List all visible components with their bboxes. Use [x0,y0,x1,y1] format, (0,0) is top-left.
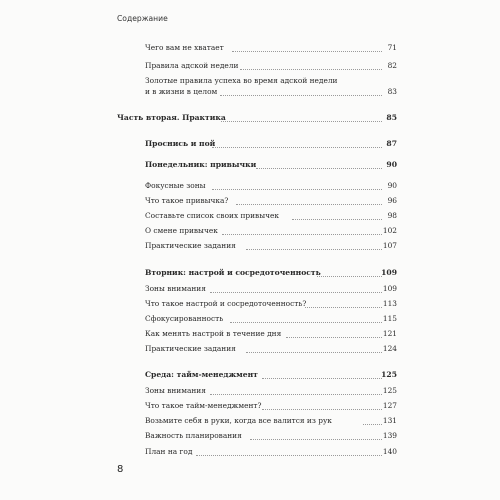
dot-leader [236,204,382,205]
toc-entry-page: 127 [382,401,397,410]
toc-entry-title: Практические задания [145,344,236,353]
toc-entry-title: Зоны внимания [145,284,206,293]
dot-leader [232,51,382,52]
toc-entry-page: 96 [387,196,397,205]
toc-entry-title: Часть вторая. Практика [117,113,226,122]
toc-entry-page: 98 [387,211,397,220]
dot-leader [246,352,382,353]
toc-entry-page: 90 [386,160,397,169]
dot-leader [250,439,382,440]
dot-leader [317,276,382,277]
dot-leader [292,219,382,220]
toc-entry-title: О смене привычек [145,226,218,235]
dot-leader [212,189,382,190]
dot-leader [262,409,382,410]
toc-entry-title: Составьте список своих привычек [145,211,279,220]
toc-entry-title: Что такое тайм-менеджмент? [145,401,262,410]
toc-entry-page: 115 [382,314,397,323]
dot-leader [221,121,382,122]
toc-entry-title: Чего вам не хватает [145,43,224,52]
toc-entry-page: 102 [382,226,397,235]
dot-leader [286,337,382,338]
toc-entry-page: 125 [381,370,397,379]
toc-entry-page: 83 [387,87,397,96]
toc-entry-page: 121 [382,329,397,338]
dot-leader [222,234,382,235]
toc-entry-title: Проснись и пой [145,139,216,148]
toc-entry-title: Что такое привычка? [145,196,229,205]
toc-entry-title: Зоны внимания [145,386,206,395]
toc-entry-page: 85 [386,113,397,122]
dot-leader [363,424,382,425]
toc-entry-page: 113 [382,299,397,308]
toc-entry-title: Фокусные зоны [145,181,206,190]
toc-entry-title: План на год [145,447,193,456]
page-number: 8 [117,464,124,475]
toc-entry-title-continued: и в жизни в целом [145,87,218,96]
dot-leader [256,168,382,169]
dot-leader [230,322,382,323]
toc-entry-title: Понедельник: привычки [145,160,257,169]
toc-entry-title: Сфокусированность [145,314,224,323]
dot-leader [210,292,382,293]
toc-entry-title: Что такое настрой и сосредоточенность? [145,299,307,308]
dot-leader [262,378,382,379]
toc-entry-page: 139 [382,431,397,440]
dot-leader [212,147,382,148]
toc-entry-page: 109 [381,268,397,277]
toc-entry-page: 87 [386,139,397,148]
toc-entry-page: 125 [382,386,397,395]
dot-leader [246,249,382,250]
toc-entry-title: Правила адской недели [145,61,239,70]
toc-entry-page: 71 [387,43,397,52]
toc-entry-page: 131 [382,416,397,425]
toc-entry-page: 90 [387,181,397,190]
toc-entry-page: 109 [382,284,397,293]
toc-entry-page: 82 [387,61,397,70]
toc-entry-page: 140 [382,447,397,456]
dot-leader [305,307,382,308]
dot-leader [240,69,382,70]
toc-entry-title: Среда: тайм-менеджмент [145,370,258,379]
dot-leader [196,455,382,456]
toc-entry-title: Возьмите себя в руки, когда все валится из рук [145,416,332,425]
running-head: Содержание [117,14,168,23]
toc-entry-title: Практические задания [145,241,236,250]
dot-leader [220,95,382,96]
toc-entry-page: 124 [382,344,397,353]
toc-entry-page: 107 [382,241,397,250]
toc-entry-title: Золотые правила успеха во время адской недели [145,76,338,85]
toc-entry-title: Важность планирования [145,431,242,440]
toc-entry-title: Вторник: настрой и сосредоточенность [145,268,321,277]
dot-leader [210,394,382,395]
toc-entry-title: Как менять настрой в течение дня [145,329,282,338]
